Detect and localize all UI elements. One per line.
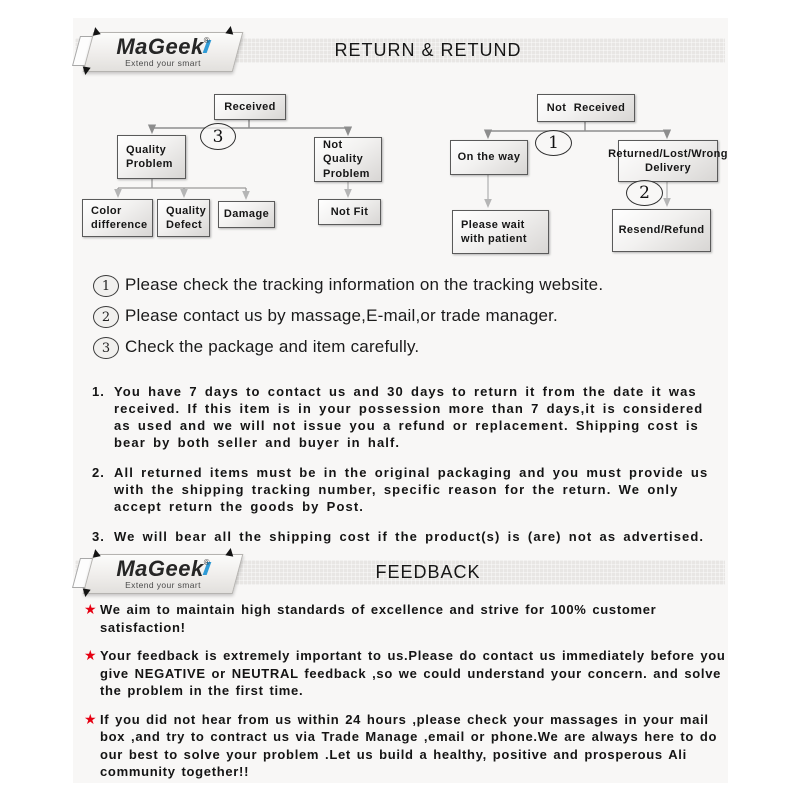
list-item	[84, 647, 726, 700]
policy-number: 1.	[92, 384, 105, 399]
star-icon: ★	[84, 601, 97, 617]
brand-logo	[76, 552, 252, 598]
brand-name: MaGeek	[116, 33, 204, 59]
circled-number-2: 2	[93, 306, 119, 328]
flow-node-quality-problem: Quality Problem	[117, 135, 186, 179]
policy-number: 3.	[92, 529, 105, 544]
policy-number: 2.	[92, 465, 105, 480]
circled-number-3: 3	[93, 337, 119, 359]
logo-corner-arrow-icon	[91, 548, 100, 557]
policy-text: We will bear all the shipping cost if the product(s) is (are) not as advertised.	[114, 529, 705, 544]
flow-node-damage: Damage	[218, 201, 275, 228]
step-text: Check the package and item carefully.	[125, 337, 420, 356]
bullet-text: Your feedback is extremely important to us.Please do contact us immediately before you give NEGATIVE or NEUTRAL feedback ,so we could understand your concern. and solve the problem in the first time.	[100, 648, 726, 698]
return-policy-list	[92, 383, 726, 558]
star-icon: ★	[84, 647, 97, 663]
flow-node-on-the-way: On the way	[450, 140, 528, 175]
flow-badge-1: 1	[535, 130, 572, 156]
flow-node-returned-lost-wrong-delivery: Returned/Lost/Wrong Delivery	[618, 140, 718, 182]
logo-plate	[83, 32, 244, 72]
flow-node-received: Received	[214, 94, 286, 120]
flow-badge-3: 3	[200, 123, 236, 150]
star-icon: ★	[84, 710, 97, 727]
brand-name: MaGeek	[116, 555, 204, 581]
step-text: Please check the tracking information on the tracking website.	[125, 275, 604, 294]
logo-plate	[83, 554, 244, 594]
flow-node-not-fit: Not Fit	[318, 199, 381, 225]
step-text: Please contact us by massage,E-mail,or trade manager.	[125, 306, 558, 325]
list-item	[84, 601, 726, 636]
feedback-bullet-list	[84, 601, 726, 792]
brand-tagline: Extend your smart	[125, 579, 201, 590]
flow-node-color-difference: Color difference	[82, 199, 153, 237]
policy-text: You have 7 days to contact us and 30 days to return it from the date it was received. If this item is in your possession more than 7 days,it is considered as used and we will not issue you a refund or replacement. Shipping cost is bear by both seller and buyer in half.	[114, 384, 704, 450]
list-item	[92, 464, 726, 515]
list-item	[92, 383, 726, 451]
bullet-text: If you did not hear from us within 24 hours ,please check your massages in your mail box ,and try to contract us via Trade Manage ,email or phone.We are always here to do our best to solve your problem .Let us build a healthy, positive and prosperous Ali community together!!	[100, 711, 718, 779]
flow-node-resend-refund: Resend/Refund	[612, 209, 711, 252]
logo-corner-arrow-icon	[225, 25, 234, 34]
registered-mark: ®	[203, 557, 210, 567]
list-item	[93, 336, 718, 359]
tracking-steps-list	[93, 274, 718, 367]
registered-mark: ®	[203, 35, 210, 45]
feedback-section-title: FEEDBACK	[375, 562, 481, 582]
brand-logo	[76, 30, 252, 76]
logo-corner-arrow-icon	[91, 26, 100, 35]
logo-corner-arrow-icon	[225, 547, 234, 556]
logo-corner-arrow-icon	[81, 588, 90, 597]
list-item	[93, 305, 718, 328]
flow-node-quality-defect: Quality Defect	[157, 199, 210, 237]
flow-node-not-received: Not Received	[537, 94, 635, 122]
flow-node-not-quality-problem: Not Quality Problem	[314, 137, 382, 182]
policy-text: All returned items must be in the original packaging and you must provide us with the shipping tracking number, specific reason for the return. We only accept return the goods by Post.	[114, 465, 709, 514]
brand-tagline: Extend your smart	[125, 57, 201, 68]
flow-node-please-wait-with-patient: Please wait with patient	[452, 210, 549, 254]
return-section-title: RETURN & RETUND	[334, 40, 522, 60]
list-item	[84, 711, 726, 781]
list-item	[93, 274, 718, 297]
flow-badge-2: 2	[626, 180, 663, 206]
list-item	[92, 528, 726, 545]
circled-number-1: 1	[93, 275, 119, 297]
logo-corner-arrow-icon	[81, 66, 90, 75]
bullet-text: We aim to maintain high standards of excellence and strive for 100% customer satisfaction!	[100, 602, 657, 635]
